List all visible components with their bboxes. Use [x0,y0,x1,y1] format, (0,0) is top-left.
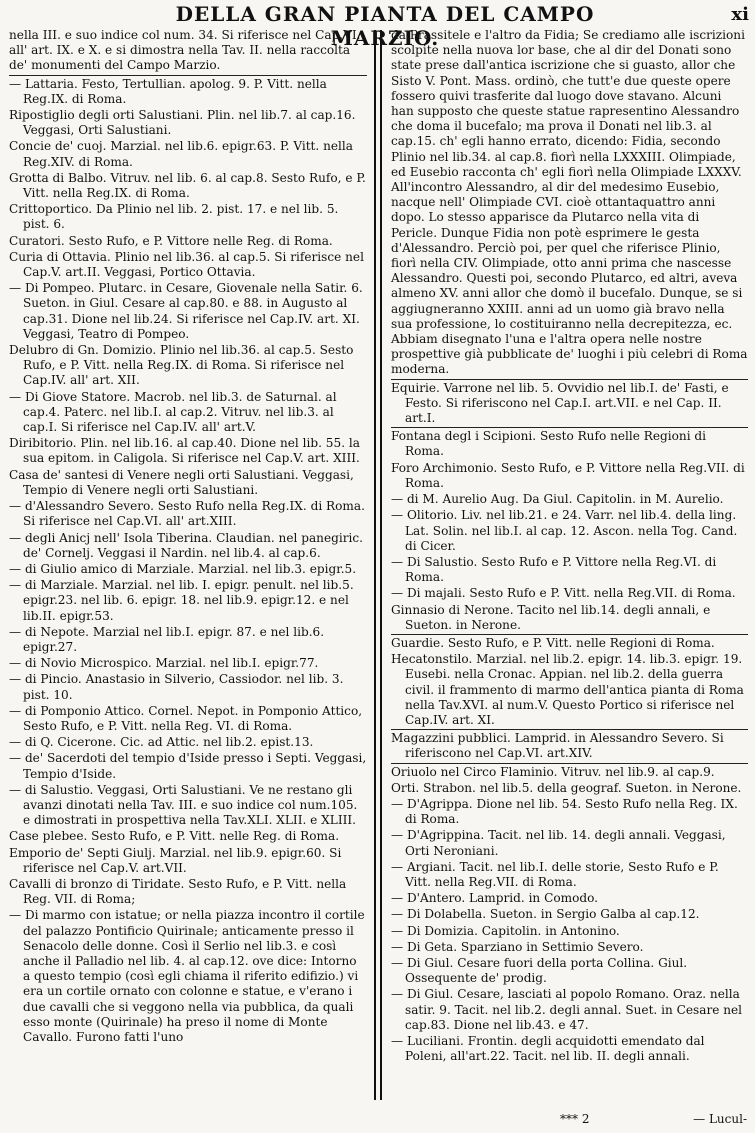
column-divider [374,30,382,1100]
entry: — D'Agrippina. Tacit. nel lib. 14. degli annali. Veggasi, Orti Neroniani. [391,828,726,858]
entry: — D'Agrippa. Dione nel lib. 54. Sesto Rufo nella Reg. IX. di Roma. [391,796,738,827]
entry: — di Novio Microspico. Marzial. nel lib.I. epigr.77. [9,656,319,671]
entry: — di Salustio. Veggasi, Orti Salustiani. Ve ne restano gli avanzi dinotati nella Tav. III. e suo indice col num.105. e dimostrati in prospettiva nella Tav.XLI. XLII. e XLIII. [9,782,358,828]
page-title: DELLA GRAN PIANTA DEL CAMPO MARZIO. [175,2,595,50]
entry: Orti. Strabon. nel lib.5. della geograf. Sueton. in Nerone. [391,780,742,795]
catchword: — Lucul- [693,1112,747,1126]
entry: Oriuolo nel Circo Flaminio. Vitruv. nel lib.9. al cap.9. [391,763,748,780]
entry: Case plebee. Sesto Rufo, e P. Vitt. nelle Reg. di Roma. [9,829,340,844]
entry: — di Nepote. Marzial nel lib.I. epigr. 87. e nel lib.6. epigr.27. [9,624,325,654]
page-header [0,0,755,50]
entry: Equirie. Varrone nel lib. 5. Ovvidio nel lib.I. de' Fasti, e Festo. Si riferiscono nel Cap.I. art.VII. e nel Cap. II. art.I. [391,379,748,427]
entry: Grotta di Balbo. Vitruv. nel lib. 6. al cap.8. Sesto Rufo, e P. Vitt. nella Reg.IX. di Roma. [9,170,366,201]
entry: — di Giulio amico di Marziale. Marzial. nel lib.3. epigr.5. [9,561,357,576]
entry: Curia di Ottavia. Plinio nel lib.36. al cap.5. Si riferisce nel Cap.V. art.II. Veggasi, Portico Ottavia. [9,249,364,280]
entry: Curatori. Sesto Rufo, e P. Vittore nelle Reg. di Roma. [9,233,333,248]
entry: — Argiani. Tacit. nel lib.I. delle storie, Sesto Rufo e P. Vitt. nella Reg.VII. di Roma. [391,859,719,889]
left-column [9,28,367,1046]
entry: — Di Giove Statore. Macrob. nel lib.3. de Saturnal. al cap.4. Paterc. nel lib.I. al cap.2. Vitruv. nel lib.3. al cap.I. Si riferisce nel Cap.IV. all' art.V. [9,389,337,435]
entry: Casa de' santesi di Venere negli orti Salustiani. Veggasi, Tempio di Venere negli orti Salustiani. [9,467,354,497]
entry: — Di Giul. Cesare, lasciati al popolo Romano. Oraz. nella satir. 9. Tacit. nel lib.2. degli annal. Suet. in Cesare nel cap.83. Dione nel lib.43. e 47. [391,987,743,1032]
entry: — Di marmo con istatue; or nella piazza incontro il cortile del palazzo Pontificio Quirinale; anticamente presso il Senacolo delle donne. Così il Serlio nel lib.3. e così anche il Palladio nel lib. 4. al cap.12. ove dice: Intorno a questo tempio (così egli chiama il riferito edifizio.) vi era un cortile ornato con colonne e statue, e v'erano i due cavalli che si veggono nella via pubblica, da quali esso monte (Quirinale) ha preso il nome di Monte Cavallo. Furono fatti l'uno [9,908,365,1044]
entry: — di M. Aurelio Aug. Da Giul. Capitolin. in M. Aurelio. [391,492,724,507]
entry: — Luciliani. Frontin. degli acquidotti emendato dal Poleni, all'art.22. Tacit. nel lib. II. degli annali. [391,1034,705,1064]
entry: — Di Domizia. Capitolin. in Antonino. [391,923,620,938]
entry: — di Q. Cicerone. Cic. ad Attic. nel lib.2. epist.13. [9,735,314,750]
entry: Concie de' cuoj. Marzial. nel lib.6. epigr.63. P. Vitt. nella Reg.XIV. di Roma. [9,139,354,169]
entry: — di Pomponio Attico. Cornel. Nepot. in Pomponio Attico, Sesto Rufo, e P. Vitt. nella Reg. VI. di Roma. [9,703,363,733]
entry: Foro Archimonio. Sesto Rufo, e P. Vittore nella Reg.VII. di Roma. [391,460,745,490]
entry: Guardie. Sesto Rufo, e P. Vitt. nelle Regioni di Roma. [391,634,748,651]
entry: — Di Pompeo. Plutarc. in Cesare, Giovenale nella Satir. 6. Sueton. in Giul. Cesare al cap.80. e 88. in Augusto al cap.31. Dione nel lib.24. Si riferisce nel Cap.IV. art. XI. Veggasi, Teatro di Pompeo. [9,281,363,341]
entry: — d'Alessandro Severo. Sesto Rufo nella Reg.IX. di Roma. Si riferisce nel Cap.VI. all' art.XIII. [9,499,365,529]
signature-mark: *** 2 [560,1112,590,1126]
entry: — di Marziale. Marzial. nel lib. I. epigr. penult. nel lib.5. epigr.23. nel lib. 6. epigr. 18. nel lib.9. epigr.12. e nel lib.II. epigr.53. [9,578,354,623]
entry: Delubro di Gn. Domizio. Plinio nel lib.36. al cap.5. Sesto Rufo, e P. Vitt. nella Reg.IX. di Roma. Si riferisce nel Cap.IV. all' art. XII. [9,343,354,388]
entry: Crittoportico. Da Plinio nel lib. 2. pist. 17. e nel lib. 5. pist. 6. [9,202,339,232]
entry: Ginnasio di Nerone. Tacito nel lib.14. degli annali, e Sueton. in Nerone. [391,602,711,632]
entry: Cavalli di bronzo di Tiridate. Sesto Rufo, e P. Vitt. nella Reg. VII. di Roma; [9,876,347,907]
entry: — Di majali. Sesto Rufo e P. Vitt. nella Reg.VII. di Roma. [391,586,736,601]
entry: — Di Giul. Cesare fuori della porta Collina. Giul. Ossequente de' prodig. [391,955,688,986]
entry: — di Pincio. Anastasio in Silverio, Cassiodor. nel lib. 3. pist. 10. [9,672,344,702]
entry: — D'Antero. Lamprid. in Comodo. [391,891,599,906]
entry: — Di Geta. Sparziano in Settimio Severo. [391,939,644,954]
entry: — Lattaria. Festo, Tertullian. apolog. 9. P. Vitt. nella Reg.IX. di Roma. [9,75,367,107]
right-column [391,28,748,1065]
entry: — Di Salustio. Sesto Rufo e P. Vittore nella Reg.VI. di Roma. [391,554,717,585]
entry: Magazzini pubblici. Lamprid. in Alessandro Severo. Si riferiscono nel Cap.VI. art.XIV. [391,729,748,761]
entry: Emporio de' Septi Giulj. Marzial. nel lib.9. epigr.60. Si riferisce nel Cap.V. art.VII. [9,845,342,875]
entry: — degli Anicj nell' Isola Tiberina. Claudian. nel panegiric. de' Cornelj. Veggasi il Nardin. nel lib.4. al cap.6. [9,530,363,560]
entry: Fontana degl i Scipioni. Sesto Rufo nelle Regioni di Roma. [391,427,748,459]
entry: da Prassitele e l'altro da Fidia; Se crediamo alle iscrizioni scolpite nella nuova lor base, che al dir del Donati sono state prese dall'antica iscrizione che si guasto, allor che Sisto V. Pont. Mass. ordinò, che tutt'e due queste opere fossero quivi trasferite dal luogo dove stavano. Alcuni han supposto che queste statue rapresentino Alessandro che doma il bucefalo; ma prova il Donati nel lib.3. al cap.15. ch' egli hanno errato, dicendo: Fidia, secondo Plinio nel lib.34. al cap.8. fiorì nella LXXXIII. Olimpiade, ed Eusebio racconta ch' egli fiorì nella Olimpiade LXXXV. All'incontro Alessandro, al dir del medesimo Eusebio, nacque nell' Olimpiade CVI. cioè ottantaquattro anni dopo. Lo stesso apparisce da Plutarco nella vita di Pericle. Dunque Fidia non potè esprimere le gesta d'Alessandro. Perciò poi, per quel che riferisce Plinio, fiorì nella CIV. Olimpiade, otto anni prima che nascesse Alessandro. Questi poi, secondo Plutarco, ed altri, aveva almeno XV. anni allor che domò il bucefalo. Dunque, se si aggiugneranno XXIII. anni ad un uomo già bravo nella sua professione, lo costituiranno nella decrepitezza, ec. Abbiam disegnato l'una e l'altra opera nelle nostre prospettive già pubblicate de' luoghi i più celebri di Roma moderna. [391,28,748,377]
entry: Diribitorio. Plin. nel lib.16. al cap.40. Dione nel lib. 55. la sua epitom. in Caligola. Si riferisce nel Cap.V. art. XIII. [9,436,360,466]
entry: — de' Sacerdoti del tempio d'Iside presso i Septi. Veggasi, Tempio d'Iside. [9,751,367,781]
entry: — Olitorio. Liv. nel lib.21. e 24. Varr. nel lib.4. della ling. Lat. Solin. nel lib.I. al cap. 12. Ascon. nella Tog. Cand. di Cicer. [391,508,738,553]
entry: nella III. e suo indice col num. 34. Si riferisce nel Cap.VI. all' art. IX. e X. e si dimostra nella Tav. II. nella raccolta de' monumenti del Campo Marzio. [9,28,361,73]
entry: Hecatonstilo. Marzial. nel lib.2. epigr. 14. lib.3. epigr. 19. Eusebi. nella Cronac. Appian. nel lib.2. della guerra civil. il frammento di marmo dell'antica pianta di Roma nella Tav.XVI. al num.V. Questo Portico si riferisce nel Cap.IV. art. XI. [391,652,744,727]
entry: Ripostiglio degli orti Salustiani. Plin. nel lib.7. al cap.16. Veggasi, Orti Salustiani. [9,108,356,138]
page-number: xi [731,4,749,25]
entry: — Di Dolabella. Sueton. in Sergio Galba al cap.12. [391,907,700,922]
